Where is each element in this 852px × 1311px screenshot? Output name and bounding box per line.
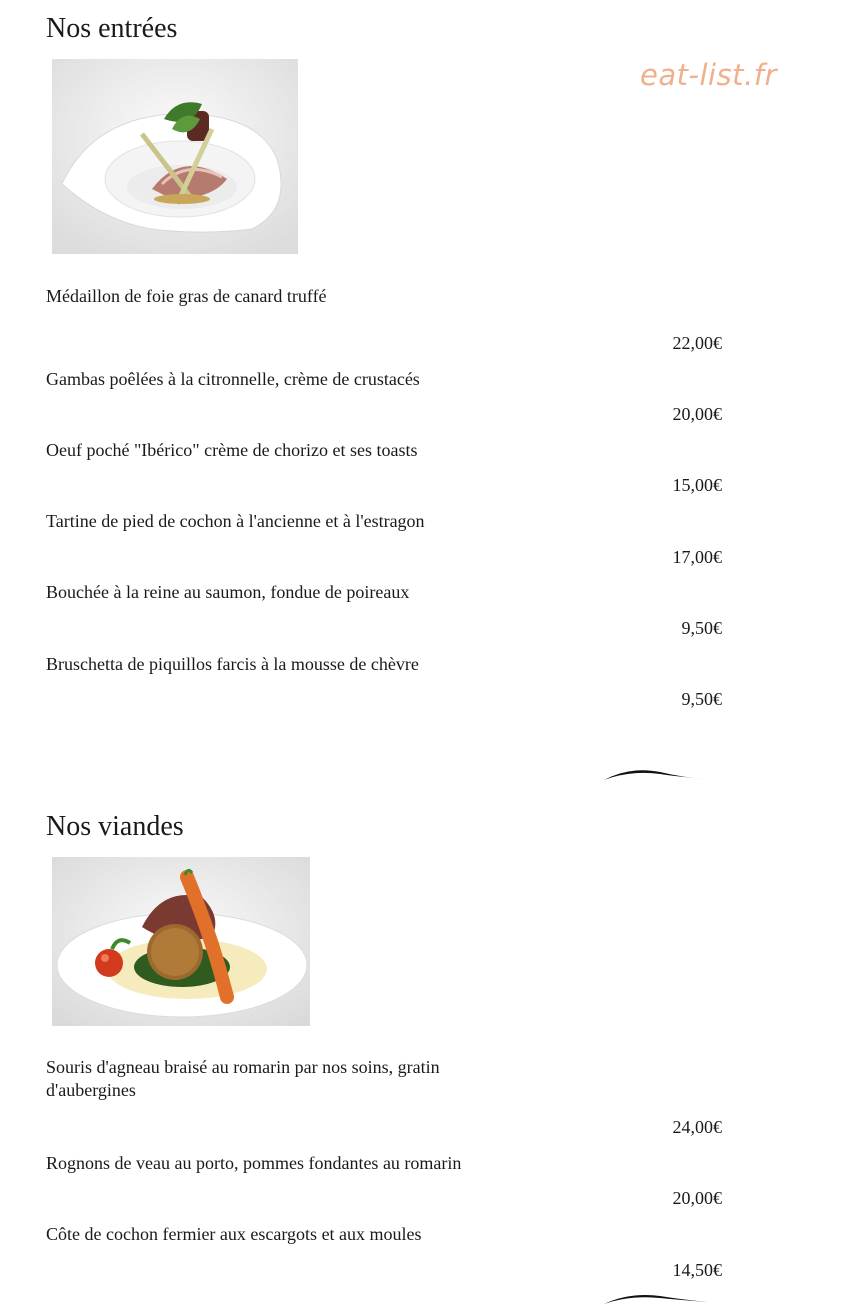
dish-name: Bouchée à la reine au saumon, fondue de poireaux xyxy=(46,582,410,602)
dish-price: 20,00€ xyxy=(672,404,722,424)
dish-name: Oeuf poché "Ibérico" crème de chorizo et ses toasts xyxy=(46,440,418,460)
dish-price: 9,50€ xyxy=(681,618,722,638)
dish-price: 17,00€ xyxy=(672,547,722,567)
dish-name: Gambas poêlées à la citronnelle, crème de crustacés xyxy=(46,369,420,389)
dish-name: Souris d'agneau braisé au romarin par nos soins, gratin d'aubergines xyxy=(46,1057,440,1100)
divider-flourish xyxy=(600,762,710,786)
section-title-entrees: Nos entrées xyxy=(46,13,178,44)
watermark: eat-list.fr xyxy=(640,58,777,92)
dish-name: Bruschetta de piquillos farcis à la mousse de chèvre xyxy=(46,654,419,674)
section-title-viandes: Nos viandes xyxy=(46,811,184,842)
dish-price: 14,50€ xyxy=(672,1260,722,1280)
divider-flourish xyxy=(600,1290,710,1308)
dish-price: 15,00€ xyxy=(672,475,722,495)
dish-name: Côte de cochon fermier aux escargots et aux moules xyxy=(46,1224,422,1244)
dish-photo-viandes xyxy=(52,857,310,1026)
dish-name: Médaillon de foie gras de canard truffé xyxy=(46,286,327,306)
dish-price: 20,00€ xyxy=(672,1188,722,1208)
dish-price: 22,00€ xyxy=(672,333,722,353)
dish-price: 24,00€ xyxy=(672,1117,722,1137)
dish-name: Tartine de pied de cochon à l'ancienne et à l'estragon xyxy=(46,511,425,531)
lamb-plate-illustration xyxy=(52,857,310,1026)
dish-photo-entrees xyxy=(52,59,298,254)
foie-gras-plate-illustration xyxy=(52,59,298,254)
dish-price: 9,50€ xyxy=(681,689,722,709)
dish-name: Rognons de veau au porto, pommes fondantes au romarin xyxy=(46,1153,462,1173)
